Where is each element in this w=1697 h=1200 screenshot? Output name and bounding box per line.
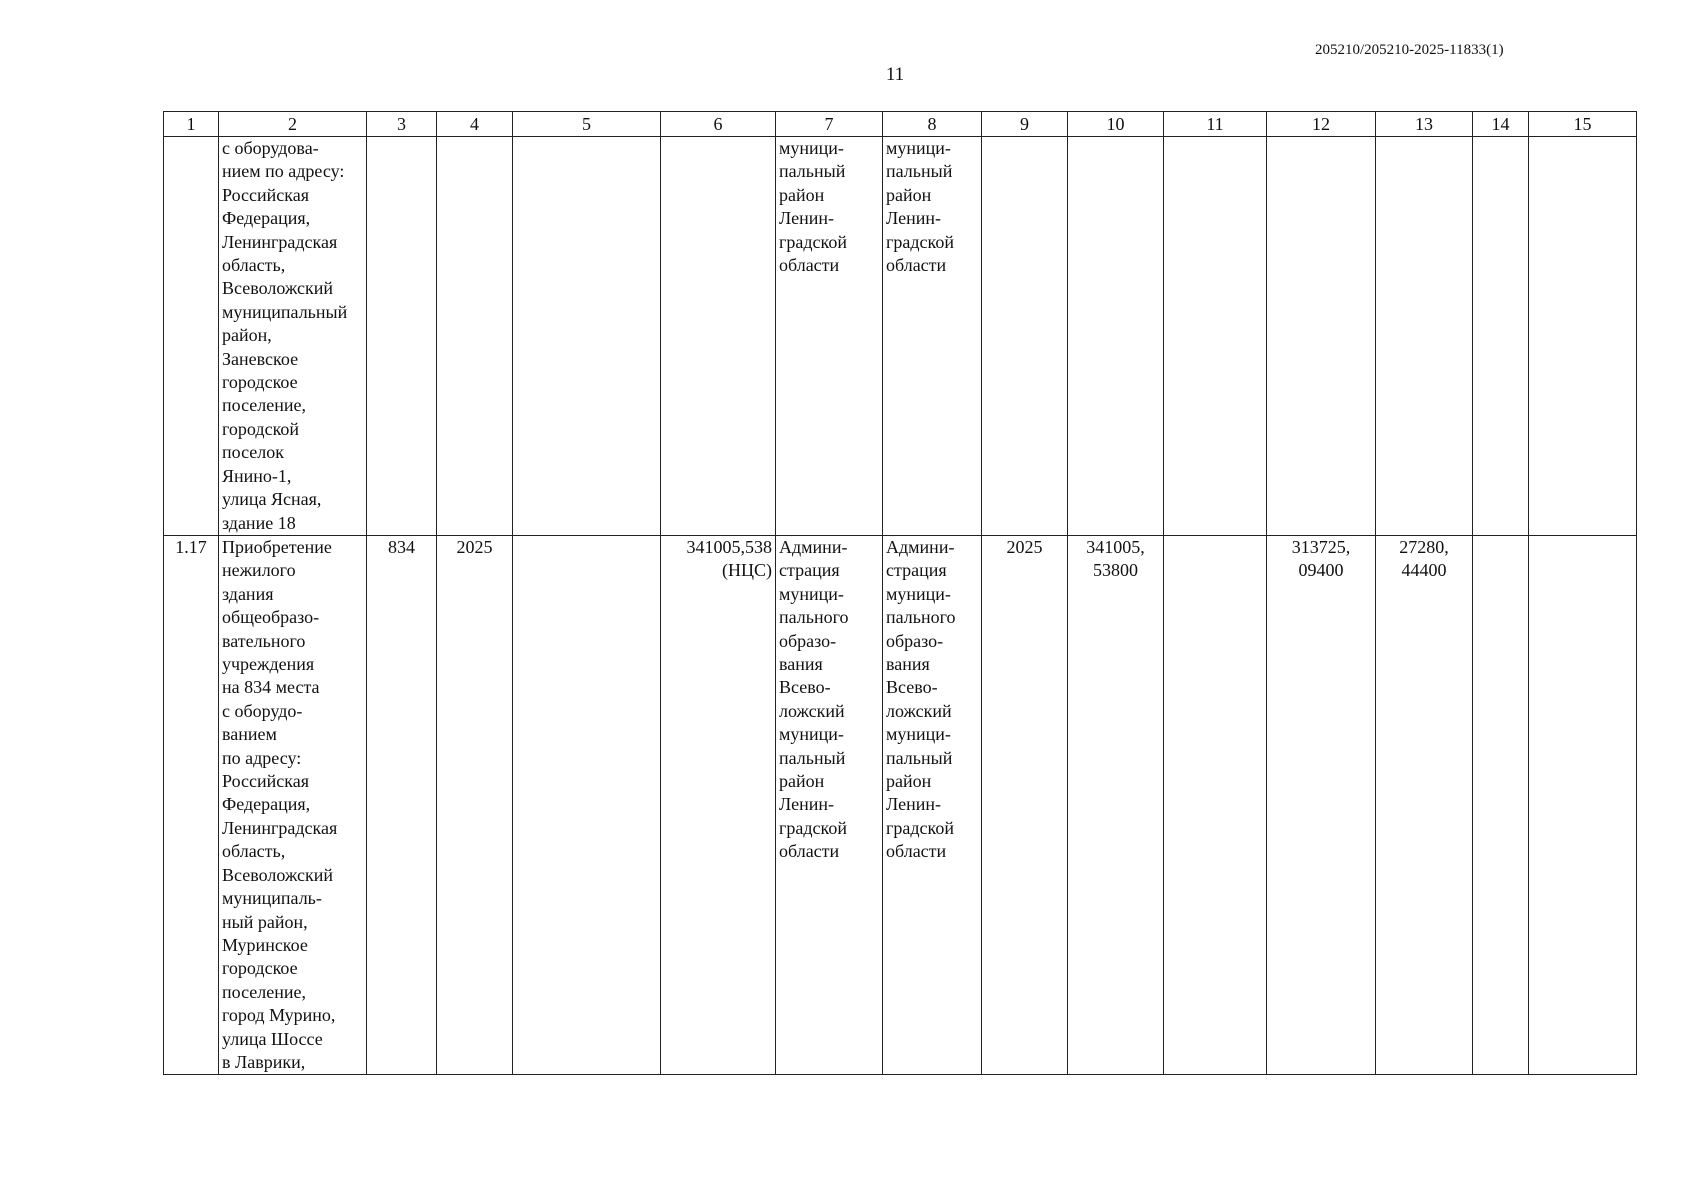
row-number-cell: 1.17 xyxy=(164,536,219,1075)
row-number-cell xyxy=(164,137,219,536)
table-cell: 834 xyxy=(367,536,437,1075)
table-cell: 27280, 44400 xyxy=(1376,536,1473,1075)
table-cell xyxy=(1473,137,1529,536)
table-cell xyxy=(982,137,1068,536)
table-cell: 313725, 09400 xyxy=(1267,536,1376,1075)
table-cell: муници- пальный район Ленин- градской области xyxy=(776,137,883,536)
header-cell: 1 xyxy=(164,112,219,137)
header-cell: 5 xyxy=(513,112,661,137)
table-row xyxy=(164,137,1637,536)
header-cell: 11 xyxy=(1164,112,1267,137)
table-cell: Админи- страция муници- пального образо- вания Всево- ложский муници- пальный район Ленин- градской области xyxy=(776,536,883,1075)
header-cell: 14 xyxy=(1473,112,1529,137)
table-cell xyxy=(1529,536,1637,1075)
table-cell xyxy=(1473,536,1529,1075)
document-id: 205210/205210-2025-11833(1) xyxy=(1315,42,1504,58)
table-cell xyxy=(1267,137,1376,536)
table-cell xyxy=(367,137,437,536)
header-cell: 10 xyxy=(1068,112,1164,137)
object-description-cell: Приобретение нежилого здания общеобразо- вательного учреждения на 834 места с оборудо- ванием по адресу: Российская Федерация, Ленинградская область, Всеволожский муниципаль- ный район, Муринское городское поселение, город Мурино, улица Шоссе в Лаврики, xyxy=(219,536,367,1075)
header-cell: 15 xyxy=(1529,112,1637,137)
table-cell xyxy=(1068,137,1164,536)
object-description-cell: с оборудова- нием по адресу: Российская Федерация, Ленинградская область, Всеволожский муниципальный район, Заневское городское поселение, городской поселок Янино-1, улица Ясная, здание 18 xyxy=(219,137,367,536)
table-cell: Админи- страция муници- пального образо- вания Всево- ложский муници- пальный район Ленин- градской области xyxy=(883,536,982,1075)
table-cell xyxy=(1376,137,1473,536)
header-cell: 6 xyxy=(661,112,776,137)
header-cell: 12 xyxy=(1267,112,1376,137)
table-cell: 341005, 53800 xyxy=(1068,536,1164,1075)
table-cell xyxy=(1529,137,1637,536)
data-table xyxy=(163,111,1637,1075)
header-cell: 13 xyxy=(1376,112,1473,137)
table-row xyxy=(164,536,1637,1075)
header-cell: 8 xyxy=(883,112,982,137)
header-cell: 9 xyxy=(982,112,1068,137)
header-cell: 4 xyxy=(437,112,513,137)
table-cell xyxy=(1164,536,1267,1075)
table-cell xyxy=(513,536,661,1075)
table-cell: 341005,538 (НЦС) xyxy=(661,536,776,1075)
header-cell: 7 xyxy=(776,112,883,137)
header-cell: 3 xyxy=(367,112,437,137)
table-header-row xyxy=(164,112,1637,137)
header-cell: 2 xyxy=(219,112,367,137)
table-cell: 2025 xyxy=(982,536,1068,1075)
table-cell: муници- пальный район Ленин- градской области xyxy=(883,137,982,536)
table-cell xyxy=(1164,137,1267,536)
page-number: 11 xyxy=(885,64,905,85)
table-cell xyxy=(513,137,661,536)
table-cell xyxy=(437,137,513,536)
table-cell xyxy=(661,137,776,536)
table-cell: 2025 xyxy=(437,536,513,1075)
